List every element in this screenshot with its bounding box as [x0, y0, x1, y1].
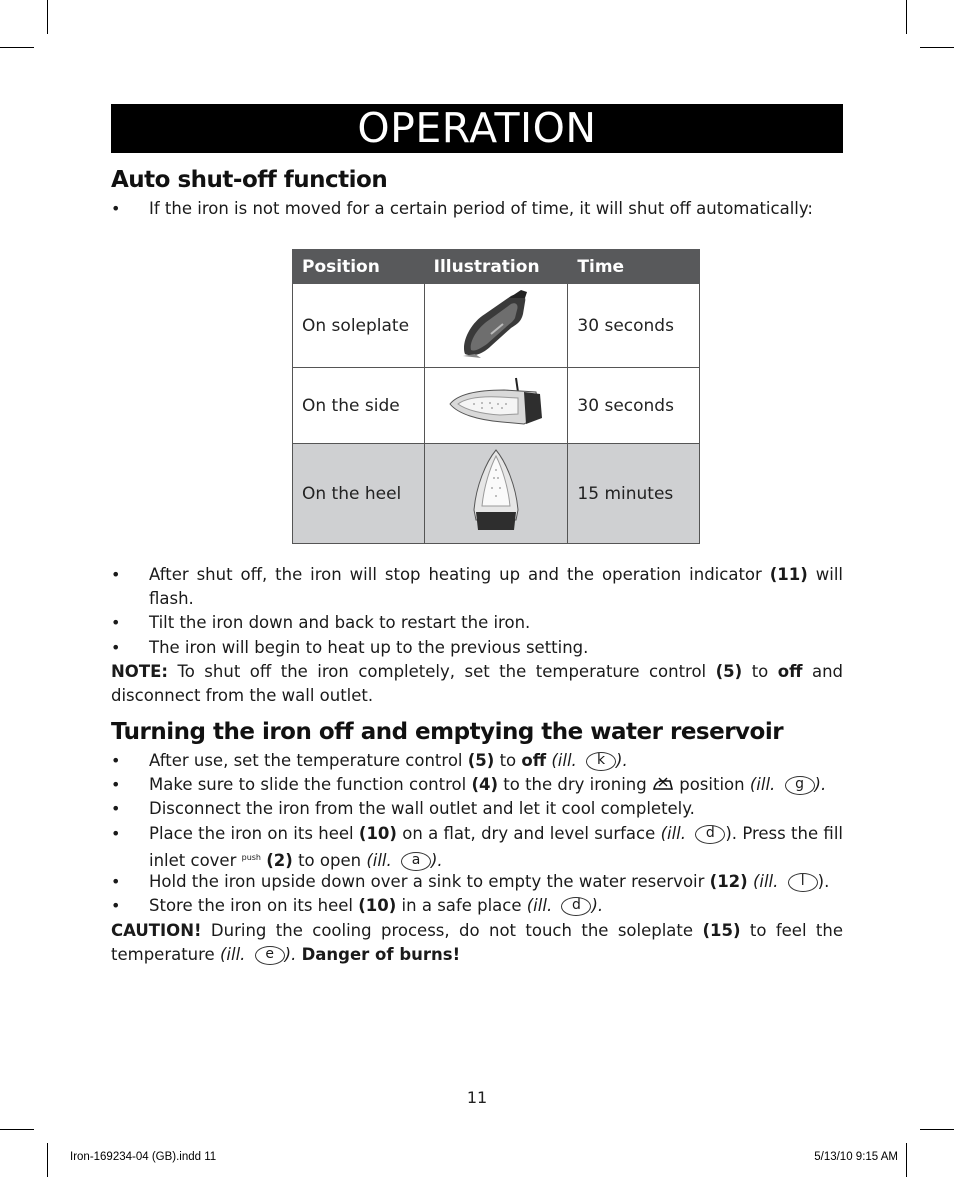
time-cell: 15 minutes	[568, 444, 700, 544]
print-slug-file: Iron-169234-04 (GB).indd 11	[70, 1151, 217, 1163]
auto-shutoff-table	[292, 249, 700, 544]
list-item: • Disconnect the iron from the wall outlet and let it cool completely.	[111, 799, 695, 818]
ill-ref-badge: a	[401, 852, 431, 871]
page-title: OPERATION	[111, 104, 843, 153]
position-cell: On the heel	[293, 444, 425, 544]
list-item: • Tilt the iron down and back to restart the iron.	[111, 613, 531, 632]
time-cell: 30 seconds	[568, 368, 700, 444]
table-row	[293, 284, 700, 368]
ill-ref-badge: d	[561, 897, 591, 916]
ill-ref-badge: g	[785, 776, 815, 795]
iron-on-side-icon	[444, 370, 548, 436]
dry-ironing-icon	[652, 777, 674, 791]
print-slug-date: 5/13/10 9:15 AM	[814, 1151, 898, 1163]
section-heading-turning-off: Turning the iron off and emptying the water reservoir	[111, 719, 784, 745]
page-number: 11	[466, 1088, 488, 1107]
iron-on-heel-icon	[466, 446, 526, 536]
position-cell: On the side	[293, 368, 425, 444]
crop-mark	[0, 47, 34, 48]
crop-mark	[47, 1143, 48, 1177]
position-cell: On soleplate	[293, 284, 425, 368]
table-row	[293, 368, 700, 444]
list-item: • If the iron is not moved for a certain period of time, it will shut off automatically:	[111, 199, 813, 218]
list-item: • After use, set the temperature control (5) to off (ill. k ).	[111, 751, 628, 770]
list-item: • The iron will begin to heat up to the previous setting.	[111, 638, 589, 657]
column-header-illustration: Illustration	[424, 250, 568, 284]
ill-ref-badge: e	[255, 946, 285, 965]
crop-mark	[906, 1143, 907, 1177]
crop-mark	[920, 47, 954, 48]
ill-ref-badge: k	[586, 752, 616, 771]
list-item: • Hold the iron upside down over a sink to empty the water reservoir (12) (ill. l ).	[111, 872, 830, 891]
caution-paragraph: CAUTION! During the cooling process, do not touch the soleplate (15) to feel the temperature (ill. e ). Danger of burns!	[111, 921, 843, 964]
time-cell: 30 seconds	[568, 284, 700, 368]
note-paragraph: NOTE: To shut off the iron completely, set the temperature control (5) to off and disconnect from the wall outlet.	[111, 662, 843, 705]
section-heading-auto-shutoff: Auto shut-off function	[111, 167, 388, 193]
crop-mark	[47, 0, 48, 34]
crop-mark	[0, 1129, 34, 1130]
list-item: • After shut off, the iron will stop heating up and the operation indicator (11) will flash.	[111, 565, 843, 608]
crop-mark	[906, 0, 907, 34]
iron-on-soleplate-icon	[451, 284, 541, 362]
ill-ref-badge: l	[788, 873, 818, 892]
crop-mark	[920, 1129, 954, 1130]
push-icon: push	[241, 853, 261, 862]
ill-ref-badge: d	[695, 825, 725, 844]
list-item: • Make sure to slide the function control (4) to the dry ironing position (ill. g ).	[111, 775, 827, 794]
table-header-row	[293, 250, 700, 284]
list-item: • Place the iron on its heel (10) on a flat, dry and level surface (ill. d ). Press the fill inlet cover $^{push}$ (2) to open (ill. a ).	[111, 824, 843, 870]
table-row	[293, 444, 700, 544]
list-item: • Store the iron on its heel (10) in a safe place (ill. d ).	[111, 896, 604, 915]
column-header-time: Time	[568, 250, 700, 284]
column-header-position: Position	[293, 250, 425, 284]
